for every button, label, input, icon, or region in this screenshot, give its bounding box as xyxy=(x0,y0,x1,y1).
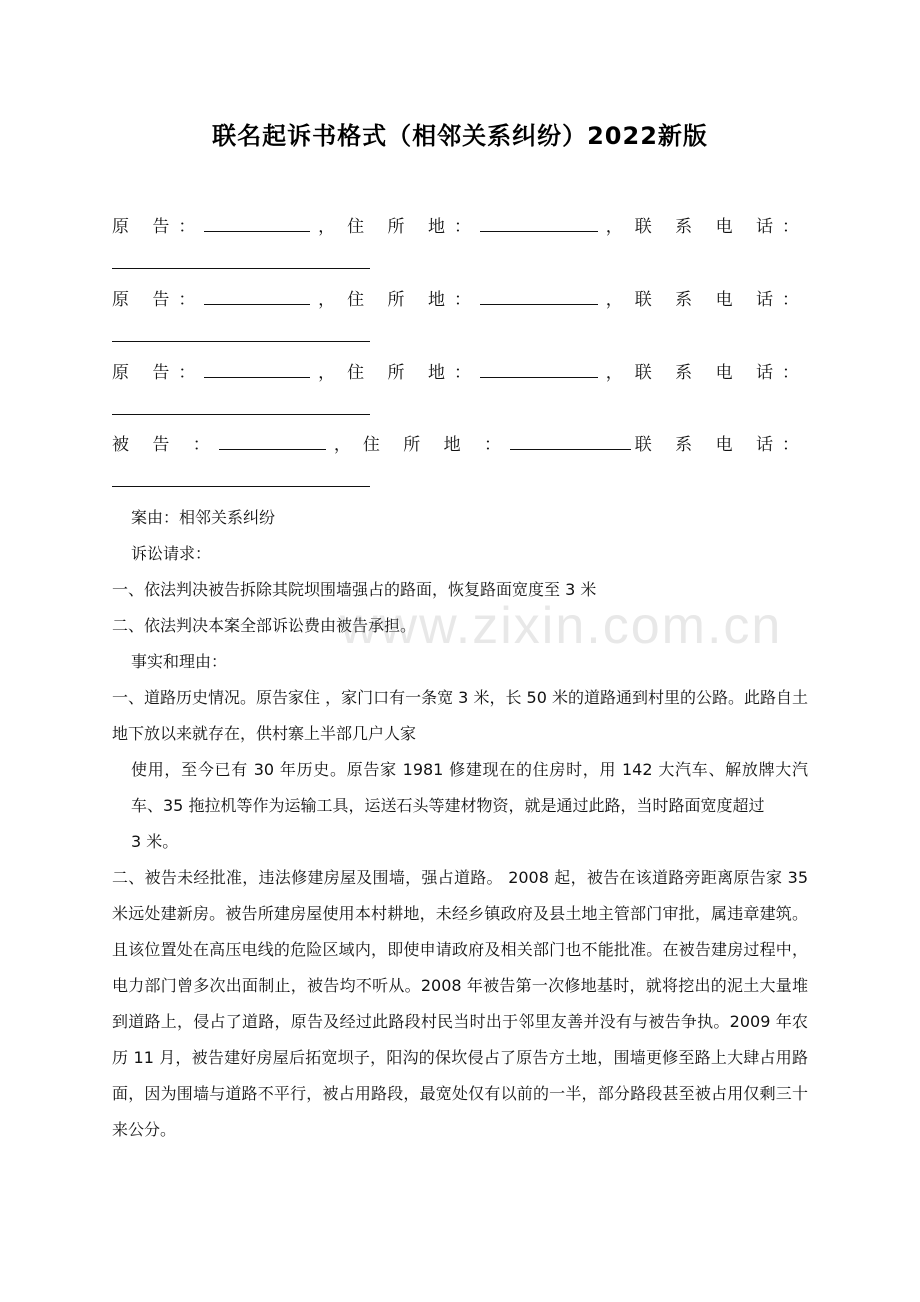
separator: ， xyxy=(318,363,336,383)
address-field[interactable] xyxy=(480,359,598,378)
claim-item: 一、依法判决被告拆除其院坝围墙强占的路面，恢复路面宽度至 3 米 xyxy=(112,580,597,599)
plaintiff-label: 原 告： xyxy=(112,363,205,383)
plaintiff-name-field[interactable] xyxy=(204,213,310,232)
complaint-body xyxy=(112,500,808,1148)
address-field[interactable] xyxy=(480,213,598,232)
address-label: 住 所 地： xyxy=(347,217,480,237)
fact-paragraph: 一、道路历史情况。原告家住 ，家门口有一条宽 3 米，长 50 米的道路通到村里的公路。此路自土地下放以来就存在，供村寨上半部几户人家 xyxy=(112,688,808,743)
separator: ， xyxy=(605,363,623,383)
facts-heading: 事实和理由： xyxy=(131,652,228,671)
plaintiff-3-block xyxy=(112,358,808,415)
fact-paragraph: 二、被告未经批准，违法修建房屋及围墙，强占道路。 2008 起，被告在该道路旁距离原告家 35 米远处建新房。被告所建房屋使用本村耕地，未经乡镇政府及县土地主管部门审批，属违章建筑。且该位置处在高压电线的危险区域内，即使申请政府及相关部门也不能批准。在被告建房过程中，电力部门曾多次出面制止，被告均不听从。2008 年被告第一次修地基时，就将挖出的泥土大量堆到道路上，侵占了道路，原告及经过此路段村民当时出于邻里友善并没有与被告争执。2009 年农历 11 月，被告建好房屋后拓宽坝子，阳沟的保坎侵占了原告方土地，围墙更修至路上大肆占用路面，因为围墙与道路不平行，被占用路段，最宽处仅有以前的一半，部分路段甚至被占用仅剩三十来公分。 xyxy=(112,868,808,1139)
fact-paragraph: 使用，至今已有 30 年历史。原告家 1981 修建现在的住房时，用 142 大汽车、解放牌大汽车、35 拖拉机等作为运输工具，运送石头等建材物资，就是通过此路，当时路面宽度超过 xyxy=(131,760,808,815)
fact-paragraph: 3 米。 xyxy=(131,832,179,851)
plaintiff-label: 原 告： xyxy=(112,217,205,237)
defendant-label: 被 告 ： xyxy=(112,435,219,455)
separator: ， xyxy=(605,290,623,310)
claim-item: 二、依法判决本案全部诉讼费由被告承担。 xyxy=(112,616,417,635)
address-label: 住 所 地： xyxy=(347,363,480,383)
address-field[interactable] xyxy=(510,431,631,450)
phone-label: 联 系 电 话： xyxy=(634,363,808,383)
document-title: 联名起诉书格式（相邻关系纠纷）2022新版 xyxy=(212,122,708,150)
plaintiff-name-field[interactable] xyxy=(204,359,310,378)
plaintiff-2-block xyxy=(112,285,808,342)
phone-label: 联 系 电 话： xyxy=(634,217,808,237)
defendant-name-field[interactable] xyxy=(219,431,326,450)
phone-field[interactable] xyxy=(112,323,370,342)
watermark: www.zixin.com.cn xyxy=(340,597,783,655)
phone-label: 联 系 电 话： xyxy=(634,435,808,455)
phone-field[interactable] xyxy=(112,396,370,415)
claims-heading: 诉讼请求： xyxy=(131,544,212,563)
defendant-block xyxy=(112,430,808,487)
separator: ， xyxy=(318,290,336,310)
separator: ， xyxy=(333,435,351,455)
separator: ， xyxy=(605,217,623,237)
address-label: 住 所 地： xyxy=(347,290,480,310)
case-cause: 案由：相邻关系纠纷 xyxy=(131,508,276,527)
address-field[interactable] xyxy=(480,286,598,305)
phone-label: 联 系 电 话： xyxy=(634,290,808,310)
separator: ， xyxy=(318,217,336,237)
plaintiff-label: 原 告： xyxy=(112,290,205,310)
address-label: 住 所 地 ： xyxy=(362,435,511,455)
phone-field[interactable] xyxy=(112,468,370,487)
plaintiff-name-field[interactable] xyxy=(204,286,310,305)
plaintiff-1-block xyxy=(112,212,808,269)
phone-field[interactable] xyxy=(112,250,370,269)
